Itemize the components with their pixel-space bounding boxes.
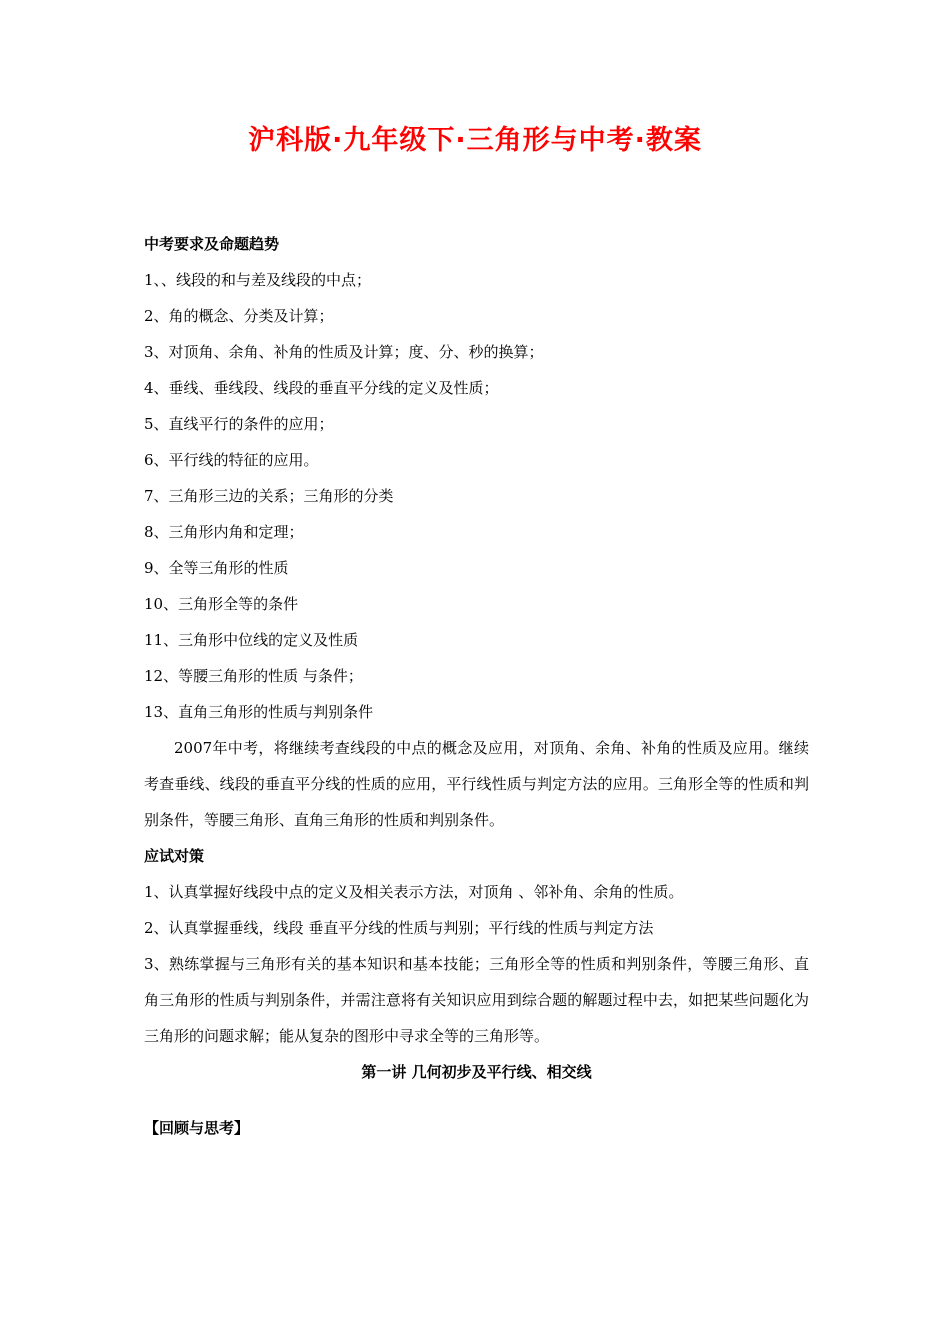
list-item: 12、等腰三角形的性质 与条件； — [144, 667, 363, 685]
list-item: 8、三角形内角和定理； — [144, 523, 304, 541]
list-item: 2、认真掌握垂线，线段 垂直平分线的性质与判别；平行线的性质与判定方法 — [144, 919, 654, 937]
list-item: 9、全等三角形的性质 — [144, 559, 289, 577]
list-item: 7、三角形三边的关系；三角形的分类 — [144, 487, 394, 505]
lecture-title: 第一讲 几何初步及平行线、相交线 — [361, 1063, 592, 1081]
strategy-paragraph: 3、熟练掌握与三角形有关的基本知识和基本技能；三角形全等的性质和判别条件，等腰三角形、直角三角形的性质与判别条件，并需注意将有关知识应用到综合题的解题过程中去，如把某些问题化为三角形的问题求解；能从复杂的图形中寻求全等的三角形等。 — [144, 955, 809, 1045]
list-item: 10、三角形全等的条件 — [144, 595, 299, 613]
document-body — [144, 226, 809, 1146]
list-item: 1、认真掌握好线段中点的定义及相关表示方法，对顶角 、邻补角、余角的性质。 — [144, 883, 684, 901]
list-item: 11、三角形中位线的定义及性质 — [144, 631, 359, 649]
list-item: 2、角的概念、分类及计算； — [144, 307, 334, 325]
list-item: 5、直线平行的条件的应用； — [144, 415, 334, 433]
document-title: 沪科版·九年级下·三角形与中考·教案 — [248, 125, 702, 156]
list-item: 6、平行线的特征的应用。 — [144, 451, 319, 469]
section-heading-exam-strategy: 应试对策 — [144, 847, 205, 865]
list-item: 1、、线段的和与差及线段的中点； — [144, 271, 372, 289]
list-item: 4、垂线、垂线段、线段的垂直平分线的定义及性质； — [144, 379, 499, 397]
section-heading-exam-requirements: 中考要求及命题趋势 — [144, 235, 280, 253]
review-heading: 【回顾与思考】 — [144, 1119, 250, 1137]
list-item: 3、对顶角、余角、补角的性质及计算；度、分、秒的换算； — [144, 343, 544, 361]
list-item: 13、直角三角形的性质与判别条件 — [144, 703, 374, 721]
trend-paragraph: 2007年中考，将继续考查线段的中点的概念及应用，对顶角、余角、补角的性质及应用。继续考查垂线、线段的垂直平分线的性质的应用，平行线性质与判定方法的应用。三角形全等的性质和判别条件，等腰三角形、直角三角形的性质和判别条件。 — [144, 739, 809, 829]
